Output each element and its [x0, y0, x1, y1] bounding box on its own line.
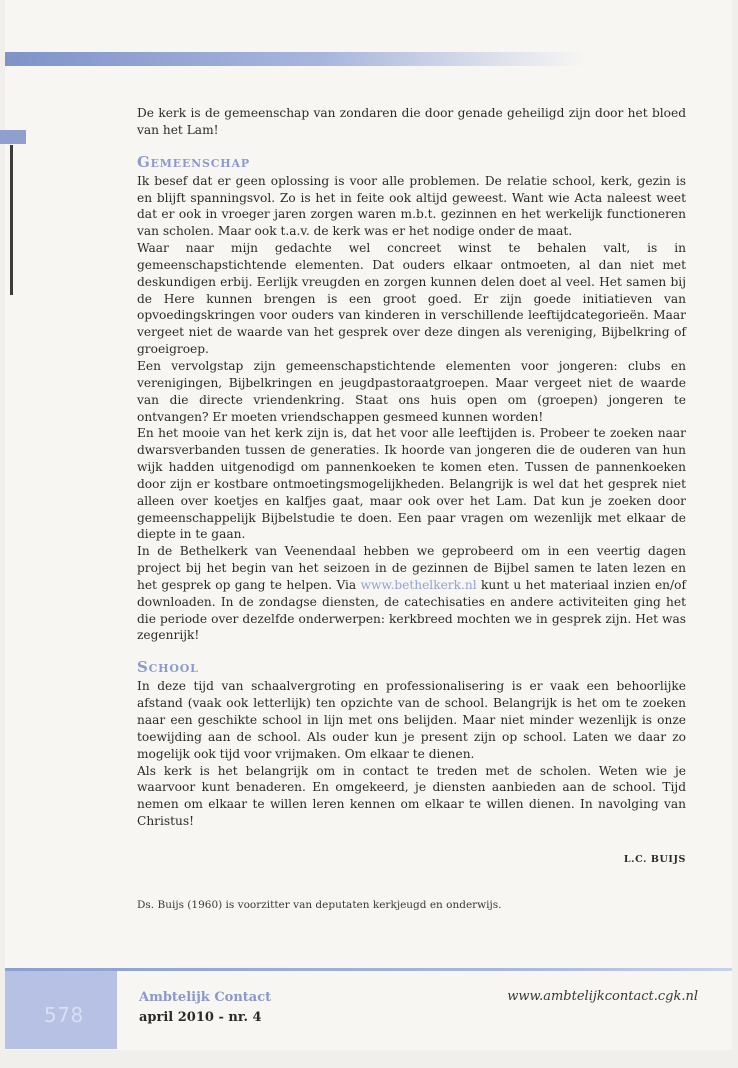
paragraph: Waar naar mijn gedachte wel concreet winst te behalen valt, is in gemeenschapstichtende elementen. Dat ouders elkaar ontmoeten, al dan niet met deskundigen erbij. Eerlijk vreugden en zorgen kunnen delen doet al veel. Het samen bij de Here kunnen brengen is een groot goed. Er zijn goede initiatieven van opvoedingskringen voor ouders van kinderen in verschillende leeftijdcategorieën. Maar vergeet niet de waarde van het gesprek over deze dingen als vereniging, Bijbelkring of groeigroep. — [137, 241, 686, 357]
paragraph: Een vervolgstap zijn gemeenschapstichtende elementen voor jongeren: clubs en verenigingen, Bijbelkringen en jeugdpastoraatgroepen. Maar vergeet niet de waarde van die directe vriendenkring. Staat ons huis open om (groepen) jongeren te ontvangen? Er moeten vriendschappen gesmeed kunnen worden! — [137, 358, 686, 424]
margin-line — [10, 145, 13, 295]
footer-journal — [139, 988, 271, 1028]
intro-paragraph: De kerk is de gemeenschap van zondaren die door genade geheiligd zijn door het bloed van het Lam! — [137, 106, 686, 137]
paragraph: En het mooie van het kerk zijn is, dat het voor alle leeftijden is. Probeer te zoeken naar dwarsverbanden tussen de generaties. Ik hoorde van jongeren die de ouderen van hun wijk hadden uitgenodigd om pannenkoeken te komen eten. Tussen de pannenkoeken door zijn er kostbare ontmoetingsmogelijkheden. Belangrijk is wel dat het gesprek niet alleen over koetjes en kalfjes gaat, maar ook over het Lam. Dat kun je zoeken door gemeenschappelijk Bijbelstudie te doen. Een paar vragen om wezenlijk met elkaar de diepte in te gaan. — [137, 426, 686, 542]
article-body — [137, 105, 686, 914]
footer-url[interactable]: www.ambtelijkcontact.cgk.nl — [507, 989, 698, 1004]
author-signature: L.C. BUIJS — [623, 853, 686, 865]
header-color-band — [5, 52, 585, 66]
paragraph-text: In de Bethelkerk van Veenendaal hebben we geprobeerd om in een veertig dagen project bij het begin van het seizoen in de gezinnen de Bijbel samen te laten lezen en het gesprek op gang te helpen. Via — [137, 544, 686, 592]
issue-label: april 2010 - nr. 4 — [139, 1010, 262, 1025]
bethelkerk-link[interactable]: www.bethelkerk.nl — [360, 577, 477, 592]
paragraph: Ik besef dat er geen oplossing is voor alle problemen. De relatie school, kerk, gezin is en blijft spanningsvol. Zo is het in feite ook altijd geweest. Want wie Acta naleest weet dat er ook in vroeger jaren zorgen waren m.b.t. gezinnen en het werkelijk functioneren van scholen. Maar ook t.a.v. de kerk was er het nodige onder de maat. — [137, 173, 686, 239]
paragraph-text: kunt u het materiaal inzien en/of downloaden. In de zondagse diensten, de catechisaties en andere activiteiten ging het die periode over dezelfde onderwerpen: kerkbreed mochten we in gesprek zijn. Het was zegenrijk! — [137, 577, 686, 643]
journal-name: Ambtelijk Contact — [139, 990, 272, 1005]
paragraph: In deze tijd van schaalvergroting en professionalisering is er vaak een behoorlijke afstand (vaak ook letterlijk) ten opzichte van de school. Belangrijk is het om te zoeken naar een geschikte school in lijn met ons belijden. Maar niet minder wezenlijk is onze toewijding aan de school. Als ouder kun je present zijn op school. Laten we daar zo mogelijk ook tijd voor vrijmaken. Om elkaar te dienen. — [137, 679, 686, 761]
author-footnote: Ds. Buijs (1960) is voorzitter van deputaten kerkjeugd en onderwijs. — [137, 898, 502, 911]
page-number: 578 — [44, 1003, 84, 1027]
section-title-school: School — [137, 658, 199, 677]
section-title-gemeenschap: Gemeenschap — [137, 152, 250, 171]
paragraph: Als kerk is het belangrijk om in contact te treden met de scholen. Weten wie je waarvoor kunt benaderen. En omgekeerd, je diensten aanbieden aan de school. Tijd nemen om elkaar te willen leren kennen om elkaar te willen dienen. In navolging van Christus! — [137, 763, 686, 829]
paragraph-with-link — [137, 543, 686, 644]
margin-marker — [0, 130, 26, 144]
